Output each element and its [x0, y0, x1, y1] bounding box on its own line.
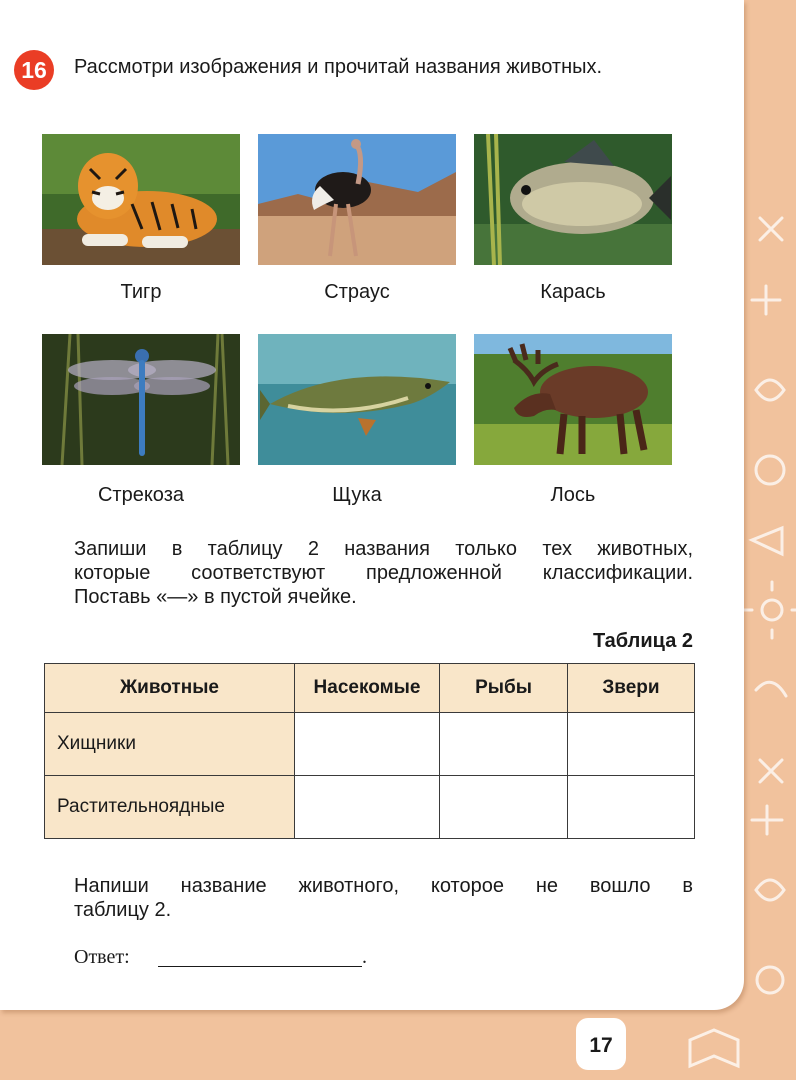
answer-label: Ответ:	[74, 946, 130, 968]
animal-caption: Тигр	[120, 281, 162, 303]
ostrich-photo	[258, 134, 456, 265]
table-row	[45, 713, 695, 776]
column-header: Рыбы	[440, 664, 568, 713]
classification-table	[44, 663, 695, 839]
table-caption: Таблица 2	[592, 630, 693, 652]
animal-caption: Страус	[324, 281, 390, 303]
task-number-badge: 16	[14, 50, 54, 90]
animal-caption: Лось	[550, 484, 596, 506]
answer-field[interactable]	[158, 966, 362, 967]
task-intro: Рассмотри изображения и прочитай названия животных.	[74, 56, 603, 78]
animal-caption: Карась	[540, 281, 606, 303]
answer-period: .	[362, 946, 367, 968]
instruction-line: которые соответствуют предложенной классификации.	[74, 562, 693, 584]
table-header-row	[45, 664, 695, 713]
dragonfly-photo	[42, 334, 240, 465]
question-line: таблицу 2.	[74, 899, 172, 921]
instruction-line: Поставь «—» в пустой ячейке.	[74, 586, 357, 608]
answer-cell[interactable]	[568, 776, 695, 839]
answer-cell[interactable]	[440, 713, 568, 776]
pike-photo	[258, 334, 456, 465]
column-header: Звери	[568, 664, 695, 713]
row-label: Хищники	[45, 713, 295, 776]
row-label: Растительноядные	[45, 776, 295, 839]
table-row	[45, 776, 695, 839]
crucian-carp-photo	[474, 134, 672, 265]
animal-caption: Стрекоза	[97, 484, 184, 506]
tiger-photo	[42, 134, 240, 265]
moose-photo	[474, 334, 672, 465]
column-header: Животные	[45, 664, 295, 713]
answer-cell[interactable]	[295, 713, 440, 776]
question-line: Напиши название животного, которое не вошло в	[74, 875, 693, 897]
instruction-line: Запиши в таблицу 2 названия только тех животных,	[74, 538, 693, 560]
animal-caption: Щука	[332, 484, 382, 506]
answer-cell[interactable]	[440, 776, 568, 839]
answer-cell[interactable]	[568, 713, 695, 776]
page-number: 17	[576, 1018, 626, 1070]
answer-cell[interactable]	[295, 776, 440, 839]
column-header: Насекомые	[295, 664, 440, 713]
